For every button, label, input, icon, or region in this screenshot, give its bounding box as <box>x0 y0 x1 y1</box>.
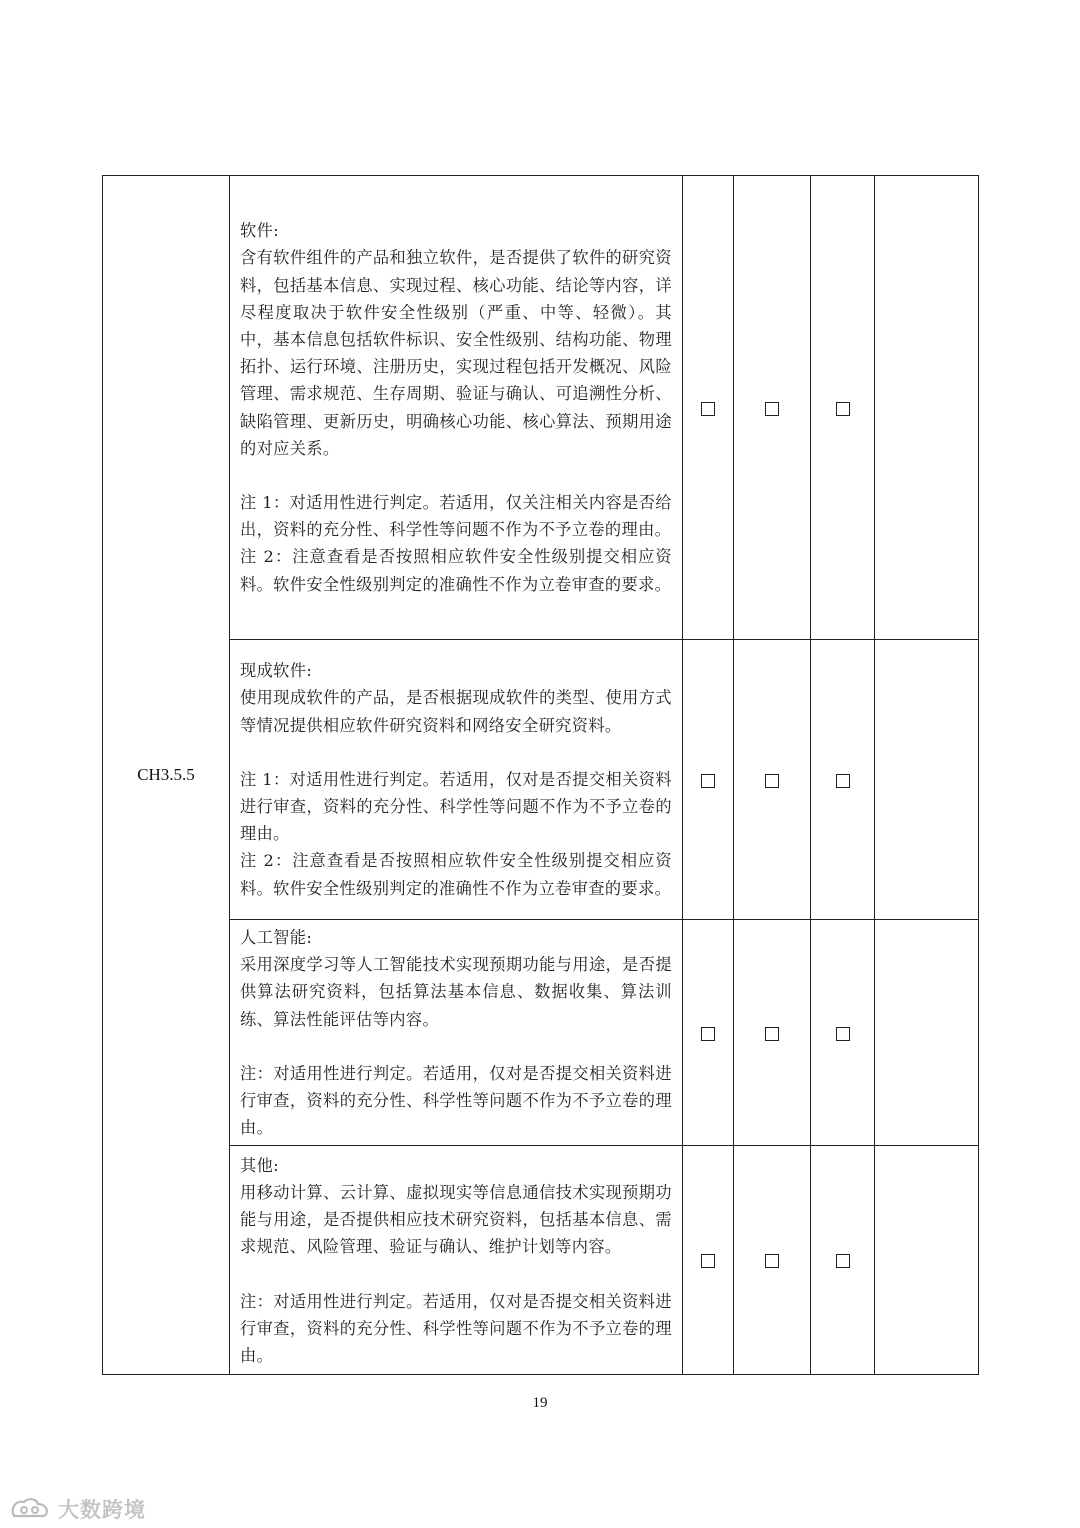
page-number: 19 <box>532 1395 548 1411</box>
checkbox-yes[interactable] <box>701 402 715 416</box>
row-title: 软件: <box>240 221 280 241</box>
row-body: 采用深度学习等人工智能技术实现预期功能与用途，是否提供算法研究资料，包括算法基本信息、数据收集、算法训练、算法性能评估等内容。 <box>240 955 672 1029</box>
table-row <box>103 1146 979 1375</box>
checkbox-cell <box>734 920 811 1146</box>
checkbox-yes[interactable] <box>701 1254 715 1268</box>
table-row <box>103 920 979 1146</box>
review-table <box>102 175 979 1375</box>
checkbox-cell <box>683 176 734 640</box>
remarks-cell <box>875 640 979 920</box>
checkbox-cell <box>683 920 734 1146</box>
checkbox-no[interactable] <box>765 774 779 788</box>
requirement-cell-ai <box>230 920 683 1146</box>
row-body: 用移动计算、云计算、虚拟现实等信息通信技术实现预期功能与用途，是否提供相应技术研究资料，包括基本信息、需求规范、风险管理、验证与确认、维护计划等内容。 <box>240 1182 672 1257</box>
checkbox-cell <box>811 1146 875 1375</box>
checkbox-no[interactable] <box>765 402 779 416</box>
requirement-cell-software <box>230 176 683 640</box>
checkbox-yes[interactable] <box>701 774 715 788</box>
requirement-cell-ots-software <box>230 640 683 920</box>
row-body: 含有软件组件的产品和独立软件，是否提供了软件的研究资料，包括基本信息、实现过程、核心功能、结论等内容，详尽程度取决于软件安全性级别（严重、中等、轻微）。其中，基本信息包括软件标识、安全性级别、结构功能、物理拓扑、运行环境、注册历史，实现过程包括开发概况、风险管理、需求规范、生存周期、验证与确认、可追溯性分析、缺陷管理、更新历史，明确核心功能、核心算法、预期用途的对应关系。 <box>240 248 672 458</box>
row-note-1: 注 1：对适用性进行判定。若适用，仅关注相关内容是否给出，资料的充分性、科学性等问题不作为不予立卷的理由。 <box>240 493 672 540</box>
checkbox-cell <box>811 920 875 1146</box>
section-code: CH3.5.5 <box>103 176 230 1375</box>
checkbox-no[interactable] <box>765 1254 779 1268</box>
checkbox-na[interactable] <box>836 774 850 788</box>
checkbox-na[interactable] <box>836 1027 850 1041</box>
checkbox-cell <box>683 640 734 920</box>
requirement-cell-other <box>230 1146 683 1375</box>
checkbox-na[interactable] <box>836 1254 850 1268</box>
row-note-1: 注：对适用性进行判定。若适用，仅对是否提交相关资料进行审查，资料的充分性、科学性等问题不作为不予立卷的理由。 <box>240 1291 672 1365</box>
remarks-cell <box>875 176 979 640</box>
watermark <box>8 1492 146 1526</box>
table-row <box>103 176 979 640</box>
row-title: 现成软件: <box>240 661 313 681</box>
row-note-2: 注 2：注意查看是否按照相应软件安全性级别提交相应资料。软件安全性级别判定的准确性不作为立卷审查的要求。 <box>240 547 672 594</box>
checkbox-cell <box>734 1146 811 1375</box>
checkbox-yes[interactable] <box>701 1027 715 1041</box>
checkbox-cell <box>683 1146 734 1375</box>
row-note-1: 注：对适用性进行判定。若适用，仅对是否提交相关资料进行审查，资料的充分性、科学性等问题不作为不予立卷的理由。 <box>240 1063 672 1138</box>
checkbox-cell <box>734 640 811 920</box>
row-note-2: 注 2：注意查看是否按照相应软件安全性级别提交相应资料。软件安全性级别判定的准确性不作为立卷审查的要求。 <box>240 851 672 898</box>
table-row <box>103 640 979 920</box>
checkbox-cell <box>811 176 875 640</box>
checkbox-cell <box>811 640 875 920</box>
checkbox-no[interactable] <box>765 1027 779 1041</box>
row-body: 使用现成软件的产品，是否根据现成软件的类型、使用方式等情况提供相应软件研究资料和网络安全研究资料。 <box>240 688 672 735</box>
checkbox-na[interactable] <box>836 402 850 416</box>
watermark-logo-icon <box>8 1496 52 1522</box>
checkbox-cell <box>734 176 811 640</box>
row-title: 人工智能: <box>240 928 313 947</box>
watermark-text: 大数跨境 <box>58 1498 146 1522</box>
row-note-1: 注 1：对适用性进行判定。若适用，仅对是否提交相关资料进行审查，资料的充分性、科学性等问题不作为不予立卷的理由。 <box>240 769 672 844</box>
remarks-cell <box>875 920 979 1146</box>
row-title: 其他: <box>240 1155 280 1175</box>
remarks-cell <box>875 1146 979 1375</box>
